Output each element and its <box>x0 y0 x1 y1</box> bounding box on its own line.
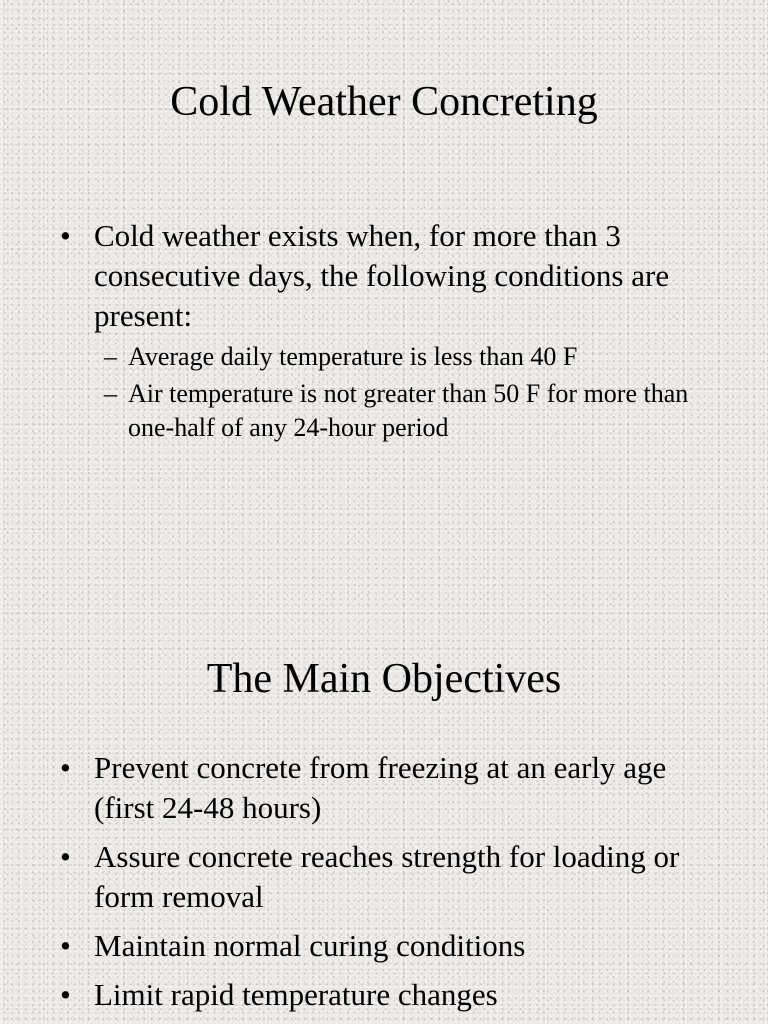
sub-bullet-item <box>94 340 720 374</box>
bullet-marker: • <box>60 928 71 963</box>
bullet-marker: • <box>60 839 71 874</box>
sub-bullet-marker: – <box>104 379 117 408</box>
slide-title: Cold Weather Concreting <box>170 79 598 125</box>
sub-bullet-text: Average daily temperature is less than 40 F <box>128 342 578 371</box>
sub-bullet-item <box>94 377 720 445</box>
sub-bullet-list <box>94 340 720 445</box>
bullet-item <box>60 748 720 828</box>
bullet-item <box>60 975 720 1015</box>
bullet-list <box>60 748 720 1024</box>
bullet-item <box>60 216 720 445</box>
bullet-text: Cold weather exists when, for more than 3 consecutive days, the following conditions are present: <box>94 218 670 333</box>
bullet-text: Maintain normal curing conditions <box>94 928 526 963</box>
bullet-item <box>60 837 720 917</box>
bullet-list <box>60 216 720 454</box>
sub-bullet-text: Air temperature is not greater than 50 F for more than one-half of any 24-hour period <box>128 379 689 442</box>
bullet-marker: • <box>60 750 71 785</box>
bullet-item <box>60 926 720 966</box>
bullet-text: Limit rapid temperature changes <box>94 977 498 1012</box>
bullet-marker: • <box>60 218 71 253</box>
bullet-marker: • <box>60 977 71 1012</box>
bullet-text: Prevent concrete from freezing at an early age (first 24-48 hours) <box>94 750 667 825</box>
sub-bullet-marker: – <box>104 342 117 371</box>
slide-main-objectives <box>0 512 768 1024</box>
bullet-text: Assure concrete reaches strength for loading or form removal <box>94 839 680 914</box>
slide-title: The Main Objectives <box>206 656 562 702</box>
